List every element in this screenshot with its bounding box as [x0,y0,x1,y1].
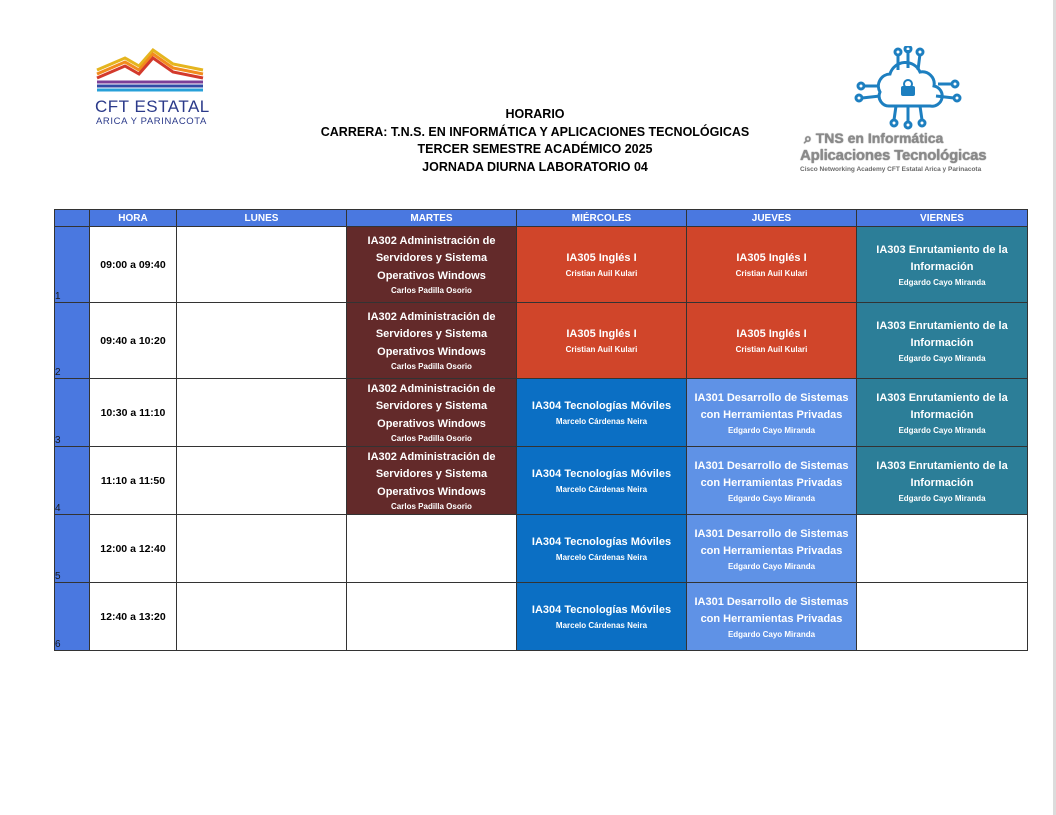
cloud-circuit-icon [798,46,1013,130]
class-cell-viernes [857,447,1028,515]
course-title: IA302 Administración de Servidores y Sistema Operativos Windows [367,234,496,282]
logo-right-line1-text: TNS en Informática [815,130,944,146]
time-slot: 10:30 a 11:10 [90,379,177,447]
class-cell-jueves [687,303,857,379]
col-header-miercoles: MIÉRCOLES [517,210,687,227]
career-line: CARRERA: T.N.S. EN INFORMÁTICA Y APLICACIONES TECNOLÓGICAS [320,124,750,139]
course-title: IA305 Inglés I [736,328,807,341]
class-cell-martes [347,379,517,447]
class-cell-miercoles [517,379,687,447]
table-row [55,583,1028,651]
course-title: IA301 Desarrollo de Sistemas con Herramientas Privadas [694,527,849,557]
class-cell-martes [347,227,517,303]
lunes-cell [177,447,347,515]
course-title: IA301 Desarrollo de Sistemas con Herramientas Privadas [694,595,849,625]
mountain-stripes-icon [95,48,205,94]
table-header-row [55,210,1028,227]
class-cell-martes [347,303,517,379]
instructor-name: Edgardo Cayo Miranda [898,277,986,287]
row-number: 2 [55,303,90,379]
class-cell-jueves [687,583,857,651]
cft-estatal-logo [95,48,215,130]
table-row [55,303,1028,379]
class-cell-jueves [687,227,857,303]
table-row [55,447,1028,515]
time-slot: 11:10 a 11:50 [90,447,177,515]
course-title: IA304 Tecnologías Móviles [531,400,672,413]
logo-left-name: CFT ESTATAL [95,97,210,116]
col-header-lunes: LUNES [177,210,347,227]
course-title: IA302 Administración de Servidores y Sistema Operativos Windows [367,382,496,430]
instructor-name: Marcelo Cárdenas Neira [555,620,648,630]
table-row [55,379,1028,447]
instructor-name: Edgardo Cayo Miranda [898,425,986,435]
class-cell-miercoles [517,583,687,651]
course-title: IA305 Inglés I [566,252,637,265]
class-cell-miercoles [517,447,687,515]
semester-line: TERCER SEMESTRE ACADÉMICO 2025 [417,142,653,156]
logo-left-region: ARICA Y PARINACOTA [96,116,207,127]
course-title: IA305 Inglés I [566,328,637,341]
lunes-cell [177,227,347,303]
instructor-name: Edgardo Cayo Miranda [727,425,816,435]
class-cell-jueves [687,515,857,583]
time-slot: 09:40 a 10:20 [90,303,177,379]
course-title: IA303 Enrutamiento de la Información [876,459,1008,489]
course-title: IA304 Tecnologías Móviles [531,468,672,481]
class-cell-martes [347,447,517,515]
lunes-cell [177,379,347,447]
table-row [55,515,1028,583]
col-header-num [55,210,90,227]
martes-cell [347,515,517,583]
class-cell-viernes [857,227,1028,303]
course-title: IA302 Administración de Servidores y Sistema Operativos Windows [367,450,496,498]
class-cell-jueves [687,447,857,515]
instructor-name: Carlos Padilla Osorio [391,286,472,296]
schedule-table [54,209,1028,651]
lunes-cell [177,303,347,379]
time-slot: 12:40 a 13:20 [90,583,177,651]
course-title: IA303 Enrutamiento de la Información [876,243,1008,273]
viernes-cell [857,583,1028,651]
instructor-name: Cristian Auil Kulari [565,268,638,278]
class-cell-miercoles [517,303,687,379]
instructor-name: Edgardo Cayo Miranda [898,353,986,363]
class-cell-miercoles [517,227,687,303]
course-title: IA301 Desarrollo de Sistemas con Herramientas Privadas [694,459,849,489]
col-header-jueves: JUEVES [687,210,857,227]
col-header-viernes: VIERNES [857,210,1028,227]
instructor-name: Cristian Auil Kulari [565,344,638,354]
document-header [260,106,810,176]
course-title: IA303 Enrutamiento de la Información [876,319,1008,349]
document-title: HORARIO [505,107,565,121]
instructor-name: Carlos Padilla Osorio [391,362,472,372]
row-number: 6 [55,583,90,651]
course-title: IA303 Enrutamiento de la Información [876,391,1008,421]
instructor-name: Edgardo Cayo Miranda [727,561,816,571]
row-number: 4 [55,447,90,515]
viernes-cell [857,515,1028,583]
logo-right-line1 [804,130,943,147]
col-header-hora: HORA [90,210,177,227]
class-cell-viernes [857,303,1028,379]
instructor-name: Edgardo Cayo Miranda [727,629,816,639]
tns-logo [798,46,1013,178]
course-title: IA304 Tecnologías Móviles [531,536,672,549]
logo-right-line3: Cisco Networking Academy CFT Estatal Arica y Parinacota [800,166,982,173]
course-title: IA304 Tecnologías Móviles [531,604,672,617]
course-title: IA302 Administración de Servidores y Sistema Operativos Windows [367,310,496,358]
lunes-cell [177,515,347,583]
wifi-icon: ⌕ [804,130,812,146]
instructor-name: Carlos Padilla Osorio [391,502,472,512]
instructor-name: Carlos Padilla Osorio [391,434,472,444]
instructor-name: Marcelo Cárdenas Neira [555,484,648,494]
instructor-name: Cristian Auil Kulari [735,344,808,354]
time-slot: 12:00 a 12:40 [90,515,177,583]
course-title: IA301 Desarrollo de Sistemas con Herramientas Privadas [694,391,849,421]
class-cell-miercoles [517,515,687,583]
instructor-name: Edgardo Cayo Miranda [898,493,986,503]
martes-cell [347,583,517,651]
class-cell-viernes [857,379,1028,447]
instructor-name: Marcelo Cárdenas Neira [555,552,648,562]
instructor-name: Marcelo Cárdenas Neira [555,416,648,426]
time-slot: 09:00 a 09:40 [90,227,177,303]
row-number: 3 [55,379,90,447]
table-row [55,227,1028,303]
row-number: 1 [55,227,90,303]
instructor-name: Edgardo Cayo Miranda [727,493,816,503]
class-cell-jueves [687,379,857,447]
logo-right-line2: Aplicaciones Tecnológicas [800,147,987,164]
row-number: 5 [55,515,90,583]
course-title: IA305 Inglés I [736,252,807,265]
shift-line: JORNADA DIURNA LABORATORIO 04 [422,159,648,174]
col-header-martes: MARTES [347,210,517,227]
instructor-name: Cristian Auil Kulari [735,268,808,278]
lunes-cell [177,583,347,651]
